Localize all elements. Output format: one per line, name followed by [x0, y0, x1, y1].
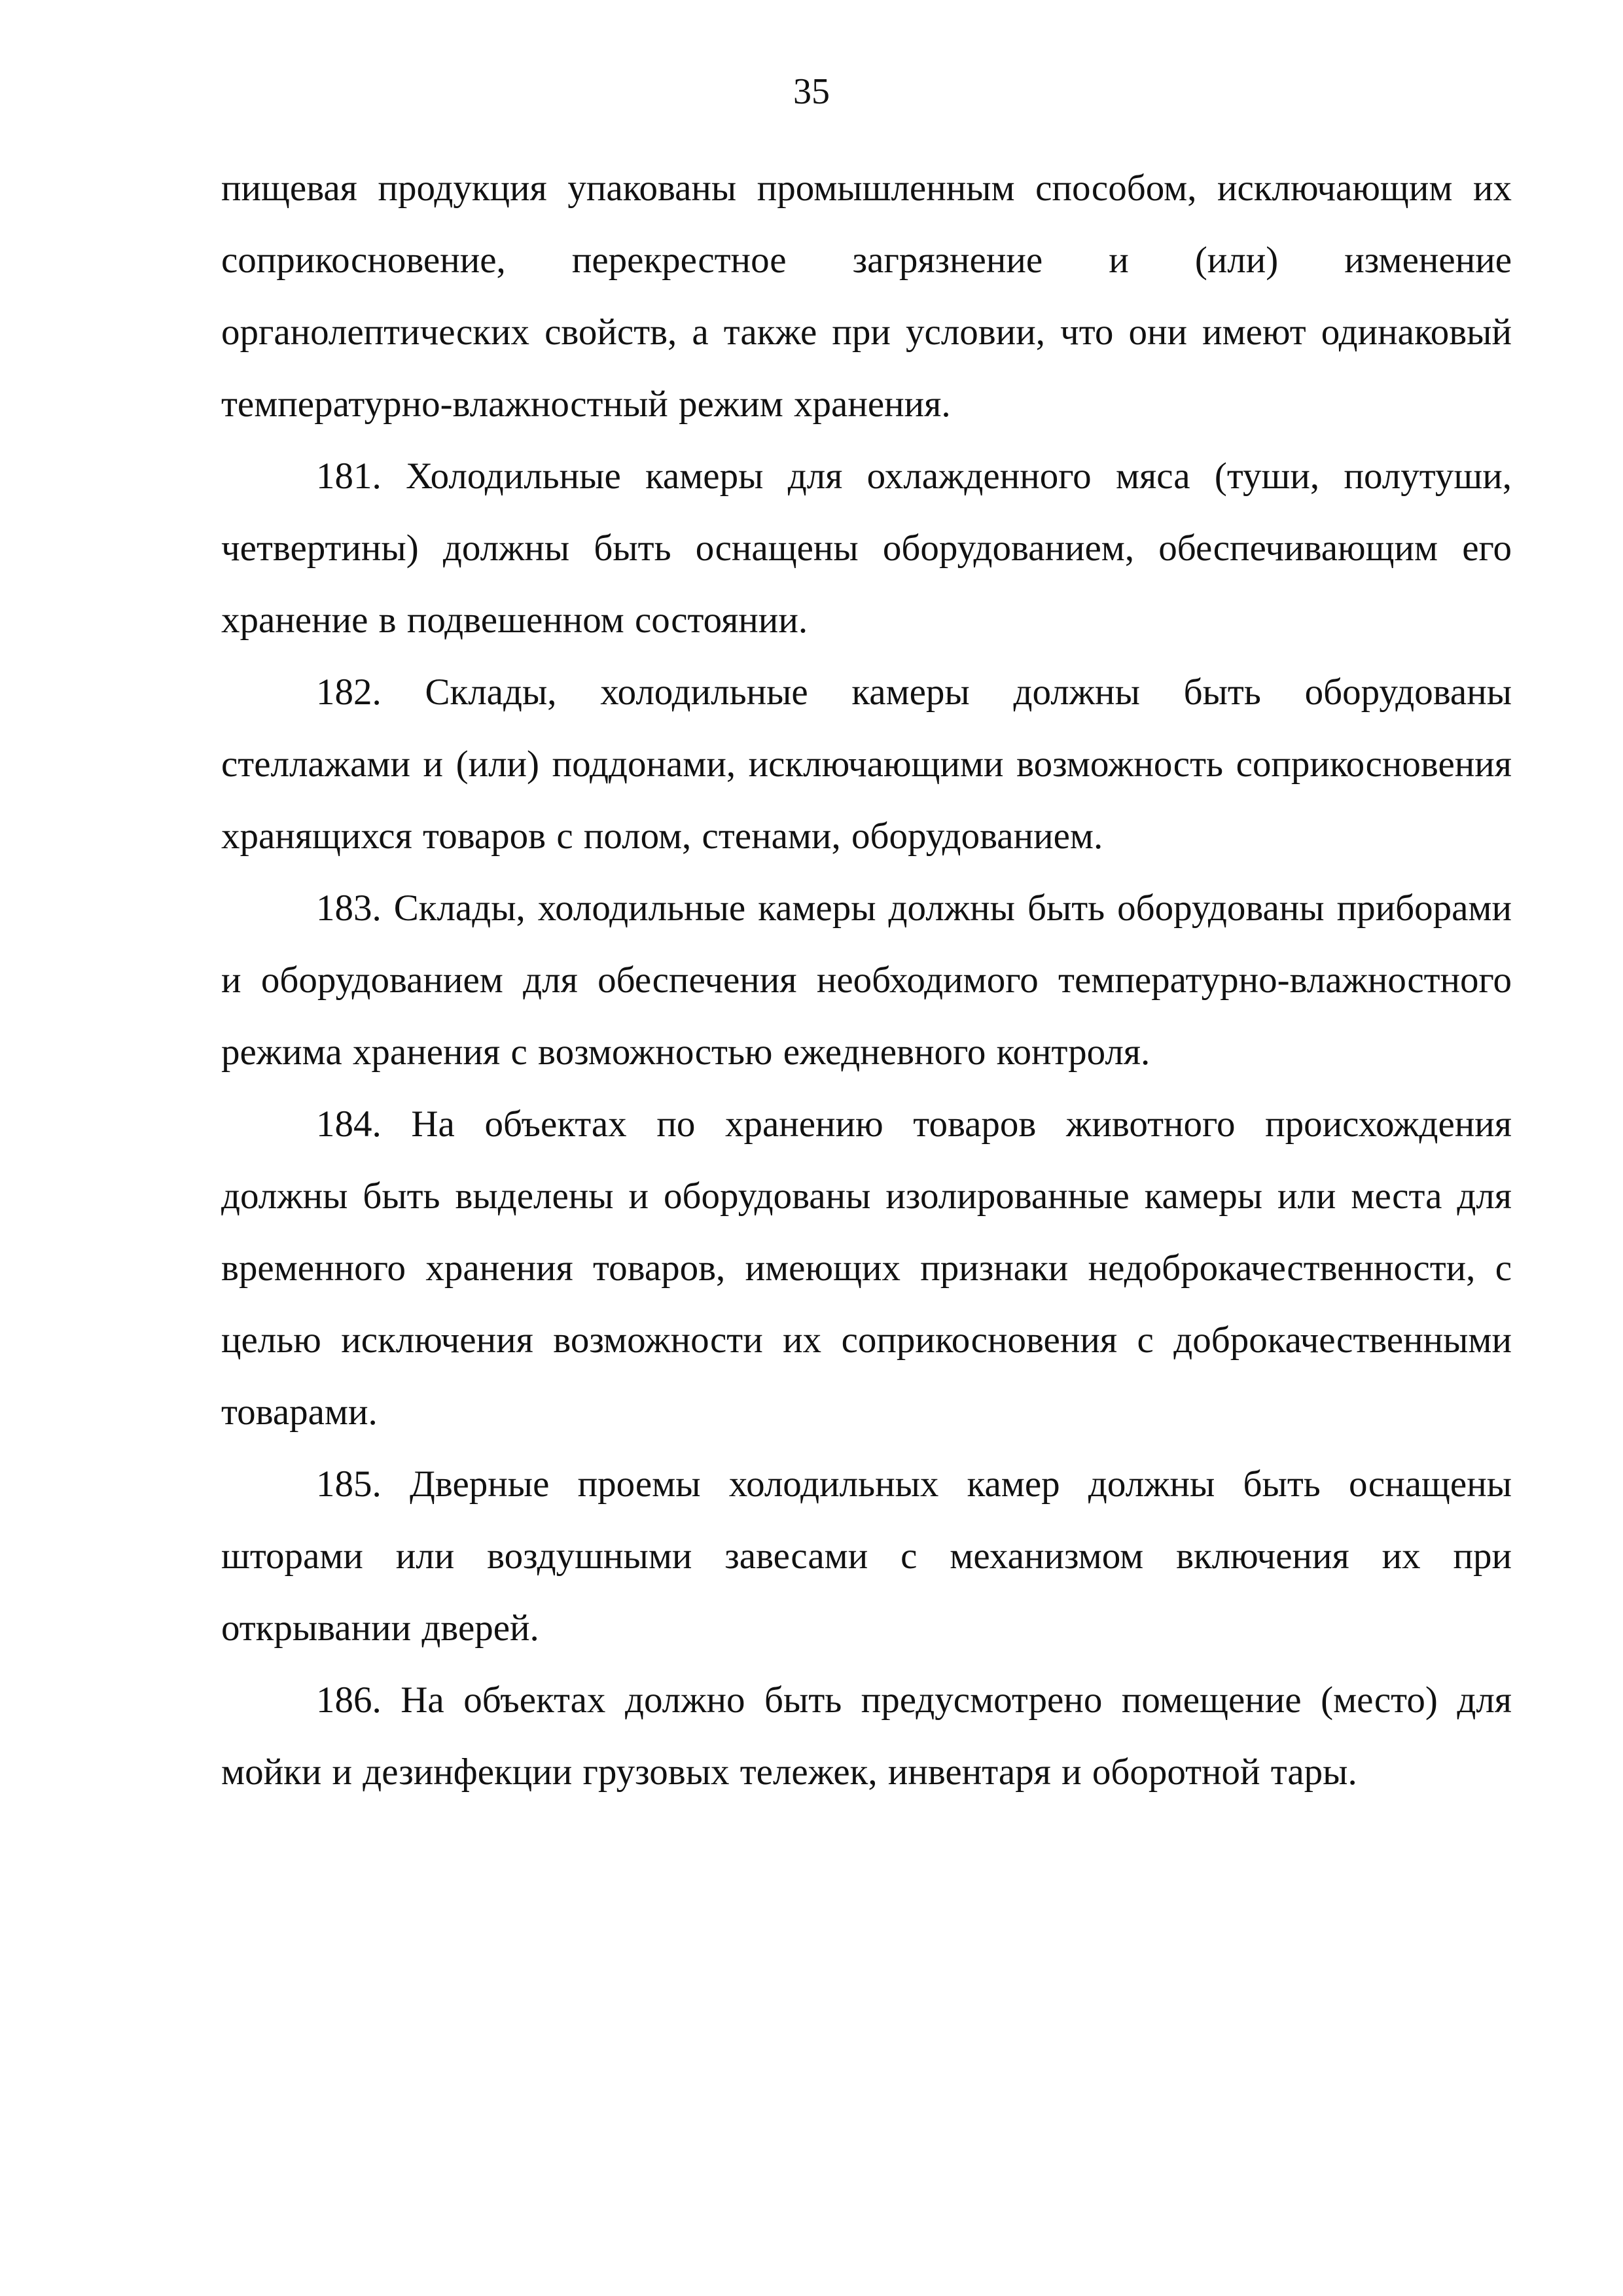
- paragraph-continuation: пищевая продукция упакованы промышленным способом, исключающим их соприкосновение, перекрестное загрязнение и (или) изменение органолептических свойств, а также при условии, что они имеют одинаковый температурно-влажностный режим хранения.: [221, 168, 1512, 425]
- paragraph-182: 182. Склады, холодильные камеры должны быть оборудованы стеллажами и (или) поддонами, исключающими возможность соприкосновения хранящихся товаров с полом, стенами, оборудованием.: [221, 672, 1512, 857]
- paragraph-184: 184. На объектах по хранению товаров животного происхождения должны быть выделены и оборудованы изолированные камеры или места для временного хранения товаров, имеющих признаки недоброкачественности, с целью исключения возможности их соприкосновения с доброкачественными товарами.: [221, 1103, 1512, 1433]
- paragraph-186: 186. На объектах должно быть предусмотрено помещение (место) для мойки и дезинфекции грузовых тележек, инвентаря и оборотной тары.: [221, 1679, 1512, 1793]
- paragraph-181: 181. Холодильные камеры для охлажденного мяса (туши, полутуши, четвертины) должны быть оснащены оборудованием, обеспечивающим его хранение в подвешенном состоянии.: [221, 456, 1512, 641]
- page-number: 35: [793, 71, 830, 112]
- paragraph-183: 183. Склады, холодильные камеры должны быть оборудованы приборами и оборудованием для обеспечения необходимого температурно-влажностного режима хранения с возможностью ежедневного контроля.: [221, 888, 1512, 1073]
- document-body: [221, 152, 1512, 1808]
- paragraph-185: 185. Дверные проемы холодильных камер должны быть оснащены шторами или воздушными завесами с механизмом включения их при открывании дверей.: [221, 1463, 1512, 1649]
